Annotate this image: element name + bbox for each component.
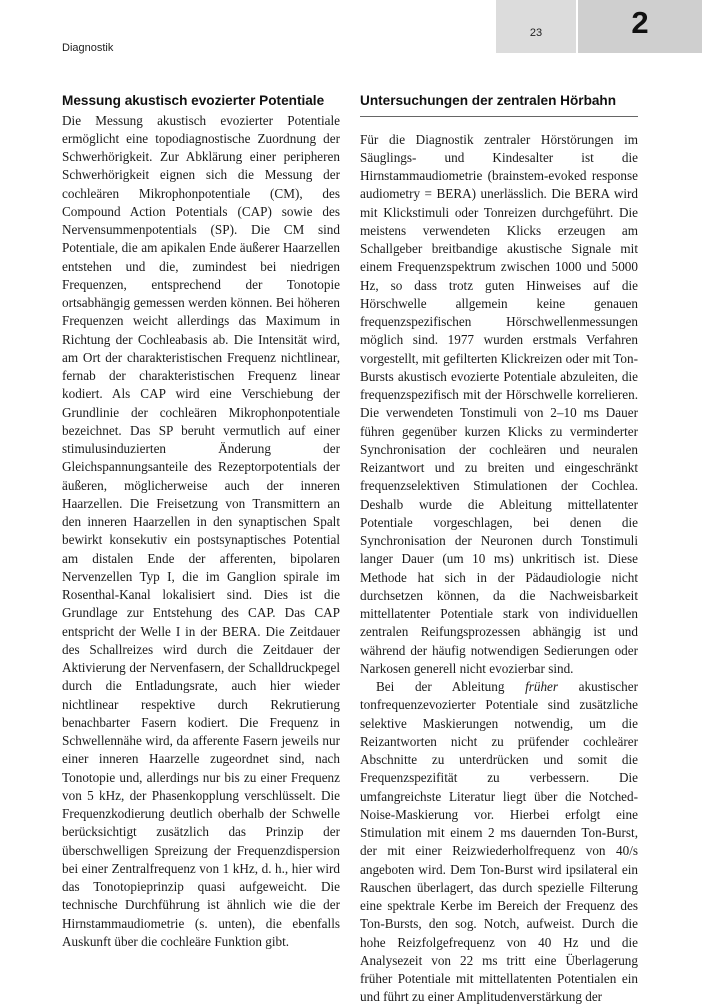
paragraph-text: Bei der Ableitung: [376, 679, 526, 694]
body-paragraph: [360, 678, 638, 1007]
running-head: Diagnostik: [62, 42, 114, 54]
page-number-box: [496, 0, 576, 53]
body-paragraph: Die Messung akustisch evozierter Potentiale ermöglicht eine topodiagnostische Zuordnung der Schwerhörigkeit. Zur Abklärung einer peripheren Schwerhörigkeit eignen sich die Messung der cochleären Mikrophonpotentiale (CM), des Compound Action Potentials (CAP) sowie des Nervensummenpotentials (SP). Die CM sind Potentiale, die am apikalen Ende äußerer Haarzellen entstehen und die, zumindest bei niedrigen Frequenzen, entsprechend der Tonotopie ortsabhängig gemessen werden können. Bei höheren Frequenzen weicht allerdings das Maximum in Richtung der Cochleabasis ab. Die Intensität wird, am Ort der charakteristischen Frequenz nichtlinear, fernab der charakteristischen Frequenz linear kodiert. Als CAP wird eine Verschiebung der Grundlinie der cochleären Mikrophonpotentiale bezeichnet. Das SP beruht vermutlich auf einer stimulusinduzierten Änderung der Gleichspannungsanteile des Rezeptorpotentials der äußeren, möglicherweise auch der inneren Haarzellen. Die Freisetzung von Transmittern an den inneren Haarzellen in den synaptischen Spalt bewirkt konsekutiv ein postsynaptisches Potential am distalen Ende der afferenten, bipolaren Nervenzellen Typ I, die im Ganglion spirale im Rosenthal-Kanal lokalisiert sind. Dies ist die Grundlage zur Entstehung des CAP. Das CAP entspricht der Welle I in der BERA. Die Zeitdauer des Schallreizes wird durch die Zeitdauer der Aktivierung der Nervenfasern, der Schalldruckpegel durch die Entladungsrate, auch hier wieder nichtlinear respektive durch Rekrutierung benachbarter Fasern kodiert. Die Frequenz in Schwellennähe wird, da afferente Fasern jeweils nur einer inneren Haarzelle zugeordnet sind, nach Tonotopie und, allerdings nur bis zu einer Frequenz von 5 kHz, der Phasenkopplung verschlüsselt. Die Frequenzkodierung deutlich oberhalb der Schwelle berücksichtigt zusätzlich das Prinzip der überschwelligen Spreizung der Frequenzdispersion bei einer Zentralfrequenz von 1 kHz, d. h., hier wird das Tonotopieprinzip quasi aufgeweicht. Die technische Durchführung ist ähnlich wie die der Hirnstammaudiometrie (s. unten), die ebenfalls Auskunft über die cochleäre Funktion gibt.: [62, 112, 340, 949]
left-column: [62, 92, 340, 951]
paragraph-text: akustischer tonfrequenzevozierter Potentiale sind zusätzliche selektive Maskierungen notwendig, um die Reizantworten nicht zu prüfender cochleärer Abschnitte zu unterdrücken und somit die Frequenzspezifität zu verbessern. Die umfangreichste Literatur liegt über die Notched-Noise-Maskierung vor. Hierbei erfolgt eine Stimulation mit einem 2 ms dauernden Ton-Burst, der mit einer Reizwiederholfrequenz von 40/s angeboten wird. Dem Ton-Burst wird ipsilateral ein Rauschen überlagert, das durch spezielle Filterung eine spektrale Kerbe im Bereich der Frequenz des Ton-Bursts, den sog. Notch, aufweist. Durch die hohe Reizfolgefrequenz von 40 Hz und die Analysezeit von 22 ms tritt eine Überlagerung früher Potentiale mit mittellatenten Potentialen ein und führt zu einer Amplitudenverstärkung der: [360, 679, 639, 1005]
chapter-number: 2: [631, 5, 649, 40]
chapter-number-box: [578, 0, 702, 53]
emphasized-word: früher: [525, 679, 559, 694]
right-column: [360, 92, 638, 1007]
page-number: 23: [529, 27, 543, 39]
section-heading-evoked-potentials: Messung akustisch evozierter Potentiale: [62, 93, 325, 108]
section-heading-central-auditory-pathway: Untersuchungen der zentralen Hörbahn: [360, 92, 638, 117]
body-paragraph: Für die Diagnostik zentraler Hörstörungen im Säuglings- und Kindesalter ist die Hirnstammaudiometrie (brainstem-evoked response audiometry = BERA) unerlässlich. Die BERA wird mit Klickstimuli oder Tonreizen durchgeführt. Die meistens verwendeten Klicks erzeugen am Schallgeber breitbandige akustische Signale mit einem Frequenzspektrum zwischen 1000 und 5000 Hz, so dass trotz guten Hinweises auf die Hörschwelle allgemein keine genauen frequenzspezifischen Hörschwellenmessungen möglich sind. 1977 wurden erstmals Verfahren vorgestellt, mit gefilterten Klickreizen oder mit Ton-Bursts akustisch evozierte Potentiale abzuleiten, die frequenzspezifisch mit der Hörschwelle korrelieren. Die verwendeten Tonstimuli von 2–10 ms Dauer führen gegenüber kurzen Klicks zu verminderter Synchronisation der cochleären und neuralen Reizantwort und zu breiten und eingeschränkt frequenzselektiven Stimulationen der Cochlea. Deshalb wurde die Ableitung mittellatenter Potentiale vorgeschlagen, bei denen die Synchronisation der Neuronen durch Tonstimuli langer Dauer (um 10 ms) unkritisch ist. Diese Methode hat sich in der Pädaudiologie nicht durchsetzen können, da die Nachweisbarkeit mittellatenter Potentiale stark von individuellen zentralen Reifungsprozessen abhängig ist und während der häufig notwendigen Sedierungen oder Narkosen generell nicht evozierbar sind.: [360, 131, 638, 676]
